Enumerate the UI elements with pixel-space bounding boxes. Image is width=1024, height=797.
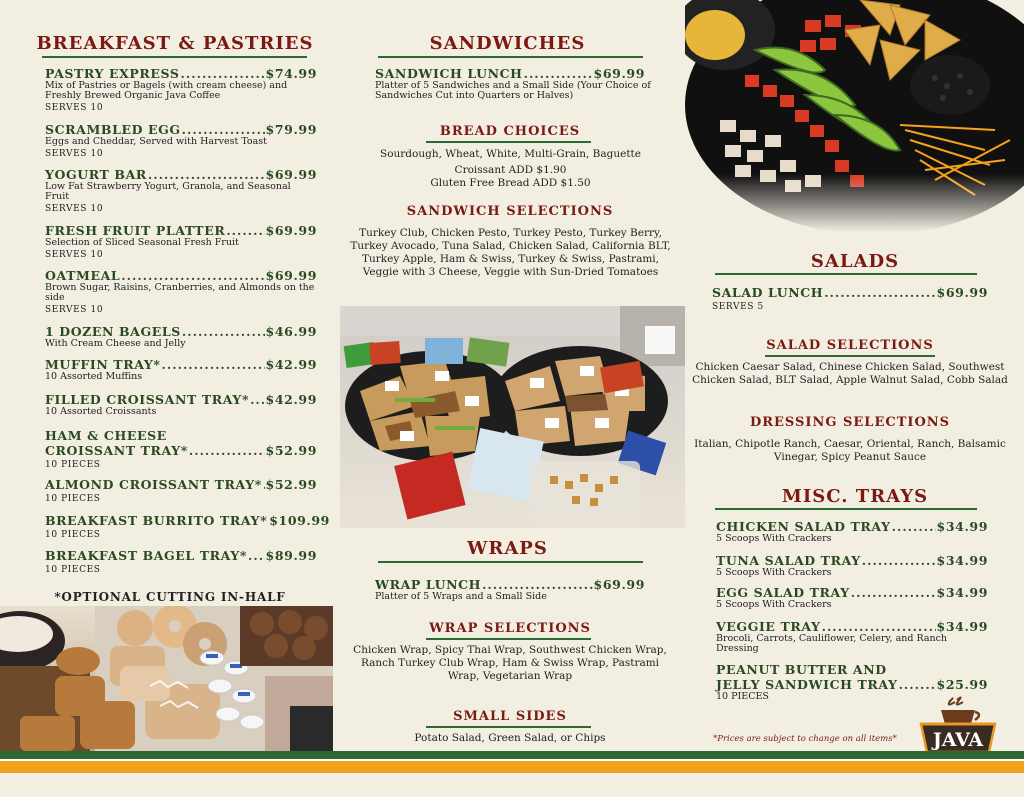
item-price: $34.99 <box>936 585 988 600</box>
bread-list: Sourdough, Wheat, White, Multi-Grain, Baguette <box>380 148 641 160</box>
breakfast-item <box>45 477 317 504</box>
dressing-selections-title: DRESSING SELECTIONS <box>749 415 951 430</box>
item-name: EGG SALAD TRAY <box>716 585 850 600</box>
item-name: SCRAMBLED EGG <box>45 122 181 137</box>
item-serves: 10 PIECES <box>45 460 101 470</box>
item-price: $89.99 <box>265 548 317 563</box>
item-desc: Selection of Sliced Seasonal Fresh Fruit <box>45 237 239 248</box>
item-serves: SERVES 10 <box>45 305 104 315</box>
item-name: YOGURT BAR <box>45 167 147 182</box>
breakfast-item <box>45 513 330 540</box>
item-name: ALMOND CROISSANT TRAY* <box>45 477 262 492</box>
breakfast-item <box>45 324 317 349</box>
misc-trays-rule <box>715 508 977 510</box>
item-name: JELLY SANDWICH TRAY <box>716 677 898 692</box>
small-sides-title: SMALL SIDES <box>453 709 567 724</box>
item-desc: 10 Assorted Croissants <box>45 406 157 417</box>
breakfast-item <box>45 268 317 315</box>
misc-tray-item <box>716 585 988 610</box>
salad-selections-rule <box>765 355 935 357</box>
item-price: $69.99 <box>593 577 645 592</box>
salads-column <box>685 0 1024 797</box>
salad-selections-title: SALAD SELECTIONS <box>766 338 934 353</box>
bread-choices-rule <box>426 141 591 143</box>
bread-extra-gluten-free: Gluten Free Bread ADD $1.50 <box>430 177 591 189</box>
item-price: $34.99 <box>936 519 988 534</box>
item-price: $79.99 <box>265 122 317 137</box>
item-name: FILLED CROISSANT TRAY* <box>45 392 250 407</box>
dressing-selections-list: Italian, Chipotle Ranch, Caesar, Oriental, Ranch, Balsamic Vinegar, Spicy Peanut Sauce <box>694 438 1006 463</box>
optional-cutting-note: *OPTIONAL CUTTING IN-HALF <box>54 590 286 604</box>
misc-tray-item <box>716 619 988 654</box>
small-sides-rule <box>426 726 591 728</box>
item-name-line1: PEANUT BUTTER AND <box>716 662 887 677</box>
item-name: 1 DOZEN BAGELS <box>45 324 181 339</box>
breakfast-item <box>45 392 317 417</box>
item-name: OATMEAL <box>45 268 121 283</box>
breakfast-title-rule <box>42 56 307 58</box>
item-desc: 5 Scoops With Crackers <box>716 533 832 544</box>
item-desc: Mix of Pastries or Bagels (with cream cheese) and Freshly Brewed Organic Java Coffee <box>45 80 288 101</box>
item-price: $69.99 <box>265 223 317 238</box>
small-sides-list: Potato Salad, Green Salad, or Chips <box>414 732 606 744</box>
item-serves: SERVES 10 <box>45 149 104 159</box>
item-desc: With Cream Cheese and Jelly <box>45 338 186 349</box>
item-name: MUFFIN TRAY* <box>45 357 161 372</box>
bread-extra-croissant: Croissant ADD $1.90 <box>454 164 567 176</box>
item-serves: SERVES 10 <box>45 103 104 113</box>
sandwich-lunch-item <box>375 66 651 101</box>
logo-text: JAVA <box>932 729 984 751</box>
bread-choices-title: BREAD CHOICES <box>439 124 581 139</box>
sandwiches-title-rule <box>378 56 643 58</box>
breakfast-item <box>45 122 317 159</box>
misc-tray-item <box>716 553 988 578</box>
item-desc: Platter of 5 Wraps and a Small Side <box>375 591 547 602</box>
sandwiches-column <box>340 0 685 797</box>
item-price: $42.99 <box>265 357 317 372</box>
item-price: $52.99 <box>265 443 317 458</box>
bottom-band-green <box>0 751 1024 759</box>
salad-lunch-item <box>712 285 988 312</box>
sandwich-selections-title: SANDWICH SELECTIONS <box>406 204 614 219</box>
breakfast-item <box>45 66 317 113</box>
sandwich-platter-photo <box>340 306 685 528</box>
item-name: BREAKFAST BAGEL TRAY* <box>45 548 247 563</box>
item-price: $69.99 <box>265 167 317 182</box>
item-serves: 10 PIECES <box>45 565 101 575</box>
item-name: CROISSANT TRAY* <box>45 443 188 458</box>
item-name-line1: HAM & CHEESE <box>45 428 167 443</box>
item-desc: Brown Sugar, Raisins, Cranberries, and Almonds on the side <box>45 282 315 303</box>
item-price: $34.99 <box>936 619 988 634</box>
item-price: $42.99 <box>265 392 317 407</box>
item-price: $25.99 <box>936 677 988 692</box>
item-name: FRESH FRUIT PLATTER <box>45 223 226 238</box>
item-price: $74.99 <box>265 66 317 81</box>
item-serves: SERVES 10 <box>45 250 104 260</box>
item-serves: SERVES 5 <box>712 302 764 312</box>
item-name: PASTRY EXPRESS <box>45 66 180 81</box>
item-desc: 5 Scoops With Crackers <box>716 599 832 610</box>
price-footnote: *Prices are subject to change on all items* <box>713 734 897 744</box>
item-name: VEGGIE TRAY <box>716 619 821 634</box>
item-serves: 10 PIECES <box>45 494 101 504</box>
breakfast-item <box>45 357 317 382</box>
item-price: $69.99 <box>593 66 645 81</box>
item-price: $34.99 <box>936 553 988 568</box>
item-serves: SERVES 10 <box>45 204 104 214</box>
breakfast-column <box>0 0 340 797</box>
item-desc: 5 Scoops With Crackers <box>716 567 832 578</box>
item-serves: 10 PIECES <box>45 530 101 540</box>
item-name: BREAKFAST BURRITO TRAY* <box>45 513 268 528</box>
salad-platter-photo <box>685 0 1024 232</box>
item-price: $52.99 <box>265 477 317 492</box>
item-price: $69.99 <box>265 268 317 283</box>
wrap-selections-title: WRAP SELECTIONS <box>429 621 591 636</box>
item-name: SALAD LUNCH <box>712 285 824 300</box>
breakfast-item <box>45 167 317 214</box>
wrap-selections-list: Chicken Wrap, Spicy Thai Wrap, Southwest Chicken Wrap, Ranch Turkey Club Wrap, Ham & Swiss Wrap, Pastrami Wrap, Vegetarian Wrap <box>353 644 667 682</box>
item-price: $109.99 <box>269 513 330 528</box>
item-name: WRAP LUNCH <box>375 577 482 592</box>
pastries-photo <box>0 606 333 751</box>
salad-selections-list: Chicken Caesar Salad, Chinese Chicken Salad, Southwest Chicken Salad, BLT Salad, Apple Walnut Salad, Cobb Salad <box>692 361 1008 386</box>
wrap-selections-rule <box>426 638 591 640</box>
wraps-title: WRAPS <box>467 538 548 559</box>
item-desc: Eggs and Cheddar, Served with Harvest Toast <box>45 136 268 147</box>
bottom-margin <box>0 773 1024 797</box>
item-price: $46.99 <box>265 324 317 339</box>
misc-trays-title: MISC. TRAYS <box>781 486 929 507</box>
item-desc: 10 PIECES <box>716 691 769 702</box>
item-desc: Brocoli, Carrots, Cauliflower, Celery, and Ranch Dressing <box>716 633 948 654</box>
sandwiches-title: SANDWICHES <box>429 33 586 54</box>
item-name: TUNA SALAD TRAY <box>716 553 861 568</box>
bottom-band-orange <box>0 761 1024 773</box>
misc-tray-item <box>716 519 988 544</box>
item-desc: 10 Assorted Muffins <box>45 371 143 382</box>
wraps-title-rule <box>378 561 643 563</box>
breakfast-title: BREAKFAST & PASTRIES <box>36 33 314 54</box>
salads-title-rule <box>715 273 977 275</box>
salads-title: SALADS <box>810 251 900 272</box>
item-desc: Platter of 5 Sandwiches and a Small Side (Your Choice of Sandwiches Cut into Quarters or Halves) <box>375 80 651 101</box>
breakfast-item <box>45 223 317 260</box>
item-price: $69.99 <box>936 285 988 300</box>
breakfast-item <box>45 428 317 470</box>
wrap-lunch-item <box>375 577 645 602</box>
item-desc: Low Fat Strawberry Yogurt, Granola, and Seasonal Fruit <box>45 181 291 202</box>
item-name: CHICKEN SALAD TRAY <box>716 519 891 534</box>
sandwich-selections-list: Turkey Club, Chicken Pesto, Turkey Pesto, Turkey Berry, Turkey Avocado, Tuna Salad, Chicken Salad, California BLT, Turkey Apple, Ham & Swiss, Turkey & Swiss, Pastrami, Veggie with 3 Cheese, Veggie with Sun-Dried Tomatoes <box>350 227 671 278</box>
breakfast-item <box>45 548 317 575</box>
item-name: SANDWICH LUNCH <box>375 66 523 81</box>
